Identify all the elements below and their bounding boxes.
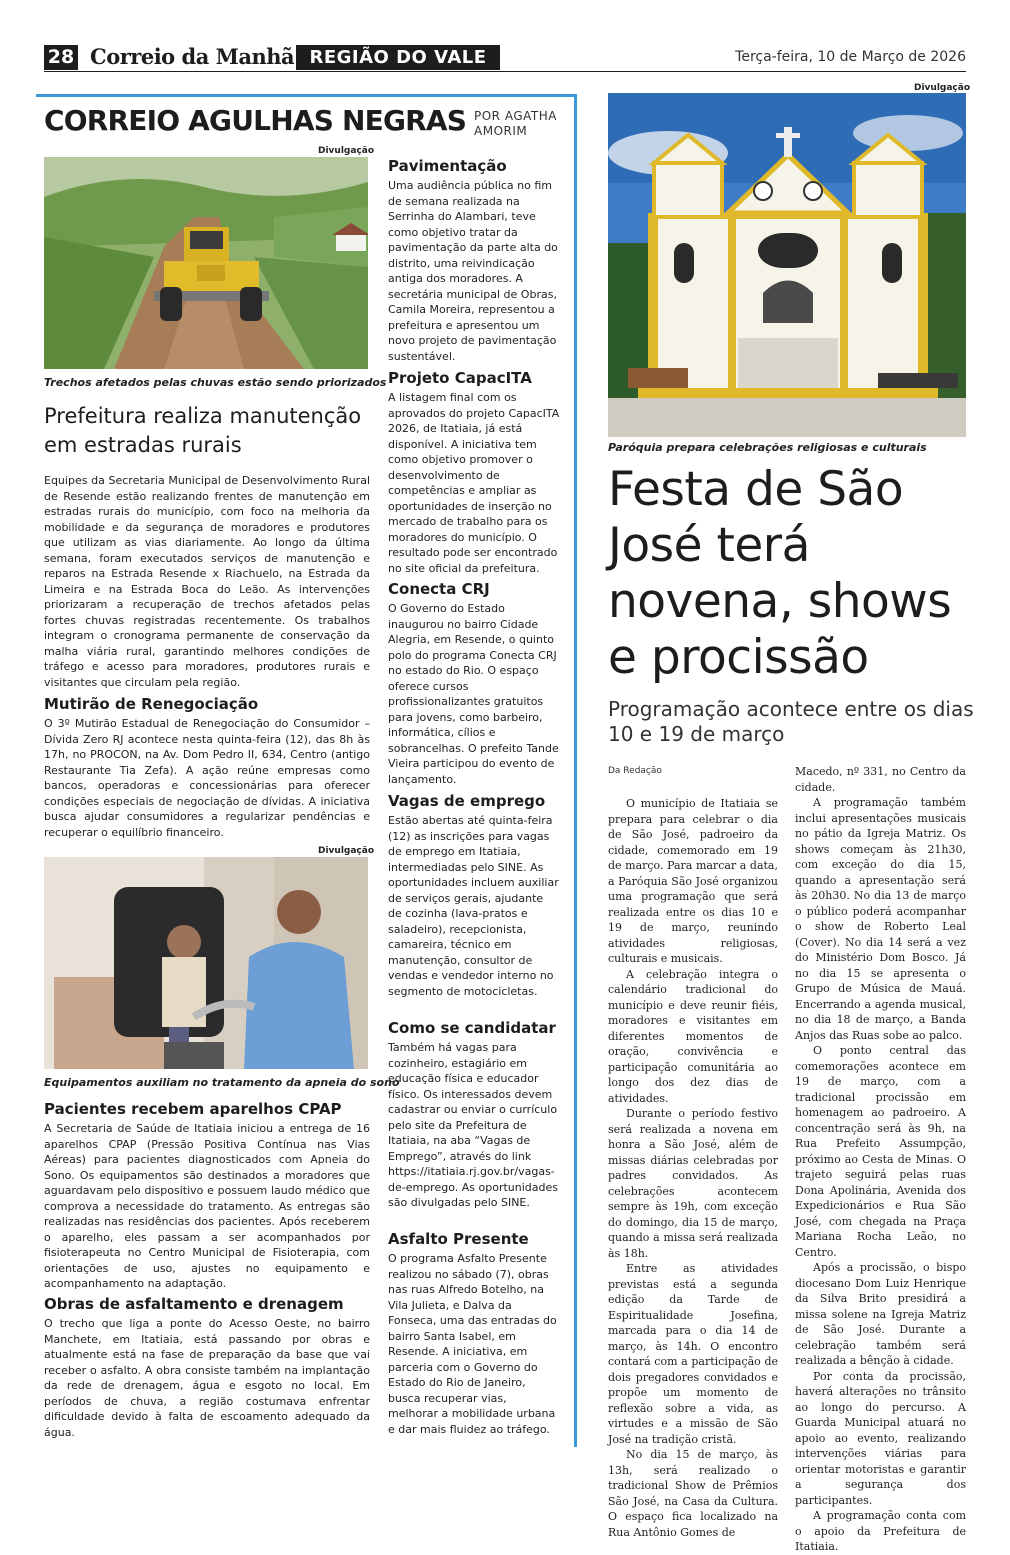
body-paragraph: A programação também inclui apresentações musicais no pátio da Igreja Matriz. Os shows começam às 21h30, com exceção do dia 15, quando a apresentação será às 20h30. No dia 13 de março o público poderá acompanhar o show de Roberto Leal (Cover). No dia 14 será a vez do Ministério Dom Bosco. Já no dia 15 se apresenta o Grupo de Música de Mauá. Encerrando a agenda musical, no dia 18 de março, a Banda Anjos das Ruas sobe ao palco. bbox=[795, 796, 966, 1042]
main-headline: Festa de São José terá novena, shows e procissão bbox=[608, 462, 952, 685]
cpap-body: A Secretaria de Saúde de Itatiaia iniciou a entrega de 16 aparelhos CPAP (Pressão Positiva Contínua nas Vias Aéreas) para pacientes diagnosticados com Apneia do Sono. Os equipamentos são destinados a moradores que aguardavam pelo dispositivo e possuem laudo médico que comprova a necessidade do tratamento. As entregas são realizadas nas residências dos pacientes. Após receberem o aparelho, eles passam a ser acompanhados por fisioterapeuta no Centro Municipal de Fisioterapia, com orientações de uso, ajustes no equipamento e acompanhamento na adaptação. bbox=[44, 1122, 370, 1290]
story1-body: Equipes da Secretaria Municipal de Desenvolvimento Rural de Resende estão realizando frentes de manutenção em estradas rurais do município, com foco na melhoria da mobilidade e da segurança de moradores e produtores que utilizam as vias diariamente. Ao longo da última semana, foram executados serviços de manutenção e reparos na Estrada Resende x Riachuelo, na Estrada da Limeira e na Estrada Boca do Leão. As intervenções priorizaram a recuperação de trechos afetados pelas fortes chuvas registradas recentemente. Os trabalhos integram o cronograma permanente de conservação da malha viária rural, garantindo melhores condições de tráfego e acesso para moradores, produtores rurais e visitantes que circulam pela região. bbox=[44, 474, 370, 689]
candidatar-title: Como se candidatar bbox=[388, 1019, 556, 1037]
cpap-title: Pacientes recebem aparelhos CPAP bbox=[44, 1100, 342, 1118]
body-paragraph: Entre as atividades previstas está a segunda edição da Tarde de Espiritualidade Josefina, marcada para o dia 14 de março, às 14h. O encontro contará com a participação de dois pregadores convidados e propõe um momento de reflexão sobre a vida, as virtudes e a missão de São José na tradição cristã. bbox=[608, 1262, 778, 1446]
capacita-title: Projeto CapacITA bbox=[388, 369, 532, 387]
obras-body: O trecho que liga a ponte do Acesso Oeste, no bairro Manchete, em Itatiaia, está passando por obras e atualmente está na fase de preparação da base que vai receber o asfalto. A obra consiste também na implantação da rede de drenagem, água e esgoto no local. Em períodos de chuva, a região costumava enfrentar dificuldade devido à falta de escoamento adequado da água. bbox=[44, 1317, 370, 1439]
vagas-title: Vagas de emprego bbox=[388, 792, 546, 810]
main-subheadline: Programação acontece entre os dias 10 e 19 de março bbox=[608, 697, 974, 746]
byline-line-1: POR AGATHA bbox=[474, 109, 557, 123]
main-body-column-2 bbox=[795, 764, 966, 1555]
church-photo bbox=[608, 93, 966, 437]
column-title: CORREIO AGULHAS NEGRAS bbox=[44, 104, 467, 137]
masthead: Correio da Manhã bbox=[90, 44, 295, 69]
body-paragraph: A programação conta com o apoio da Prefeitura de Itatiaia. bbox=[795, 1509, 966, 1553]
body-paragraph: A celebração integra o calendário tradicional do município e deve reunir fiéis, moradores e visitantes em diferentes momentos de oração, convivência e participação comunitária ao longo dos dez dias de atividades. bbox=[608, 967, 778, 1105]
obras-title: Obras de asfaltamento e drenagem bbox=[44, 1295, 344, 1313]
photo-credit: Divulgação bbox=[318, 146, 375, 156]
header-rule bbox=[44, 71, 966, 72]
mutirao-body: O 3º Mutirão Estadual de Renegociação do Consumidor – Dívida Zero RJ acontece nesta quinta-feira (12), das 8h às 17h, no PROCON, na Av. Dom Pedro II, 634, Centro (antigo Restaurante Tia Zefa). A ação reúne empresas como bancos, operadoras e concessionárias para oferecer condições especiais de negociação de dívidas. A iniciativa busca ajudar consumidores a regularizar pendências e recuperar o equilíbrio financeiro. bbox=[44, 717, 370, 839]
pavimentacao-body: Uma audiência pública no fim de semana realizada na Serrinha do Alambari, teve como objetivo tratar da pavimentação da parte alta do distrito, uma reivindicação antiga dos moradores. A secretária municipal de Obras, Camila Moreira, representou a prefeitura e apresentou um novo projeto de pavimentação sustentável. bbox=[388, 179, 558, 363]
page-number: 28 bbox=[44, 45, 78, 70]
body-paragraph: Durante o período festivo será realizada a novena em honra a São José, além de missas diárias celebradas por padres convidados. As celebrações acontecem sempre às 19h, com exceção do domingo, dia 15 de março, quando a missa será realizada às 18h. bbox=[608, 1107, 778, 1260]
main-byline: Da Redação bbox=[608, 766, 662, 776]
main-body-column-1 bbox=[608, 796, 778, 1540]
story1-headline: Prefeitura realiza manutenção em estradas rurais bbox=[44, 404, 362, 457]
column-byline bbox=[474, 109, 557, 139]
candidatar-body: Também há vagas para cozinheiro, estagiário em educação física e educador físico. Os interessados devem cadastrar ou enviar o currículo pelo site da Prefeitura de Itatiaia, na aba “Vagas de Emprego”, através do link https://itatiaia.rj.gov.br/vagas-de-emprego. As oportunidades são divulgadas pelo SINE. bbox=[388, 1041, 558, 1209]
capacita-body: A listagem final com os aprovados do projeto CapacITA 2026, de Itatiaia, já está disponível. A iniciativa tem como objetivo promover o desenvolvimento de competências e ampliar as oportunidades de inserção no mercado de trabalho para os moradores do município. O resultado pode ser encontrado no site oficial da prefeitura. bbox=[388, 391, 560, 575]
body-paragraph: Por conta da procissão, haverá alterações no trânsito ao longo do percurso. A Guarda Municipal atuará no apoio ao evento, realizando intervenções viárias para orientar motoristas e garantir a segurança dos participantes. bbox=[795, 1369, 966, 1507]
body-paragraph: Após a procissão, o bispo diocesano Dom Luiz Henrique da Silva Brito presidirá a missa solene na Igreja Matriz de São José. Durante a celebração também será realizada a bênção à cidade. bbox=[795, 1261, 966, 1367]
cpap-photo-caption: Equipamentos auxiliam no tratamento da apneia do sono bbox=[44, 1076, 400, 1089]
byline-line-2: AMORIM bbox=[474, 124, 528, 138]
cpap-photo bbox=[44, 857, 368, 1069]
body-paragraph: No dia 15 de março, às 13h, será realizado o tradicional Show de Prêmios São José, na Casa da Cultura. O espaço fica localizado na Rua Antônio Gomes de bbox=[608, 1448, 778, 1539]
road-maintenance-photo bbox=[44, 157, 368, 369]
body-paragraph: O município de Itatiaia se prepara para celebrar o dia de São José, padroeiro da cidade, comemorado em 19 de março. Para marcar a data, a Paróquia São José organizou uma programação que será realizada entre os dias 10 e 19 de março, reunindo atividades religiosas, culturais e musicais. bbox=[608, 797, 778, 965]
mutirao-title: Mutirão de Renegociação bbox=[44, 695, 259, 713]
vagas-body: Estão abertas até quinta-feira (12) as inscrições para vagas de emprego em Itatiaia, intermediadas pelo SINE. As oportunidades incluem auxiliar de serviços gerais, ajudante de cozinha (lava-pratos e saladeiro), recepcionista, camareira, técnico em manutenção, consultor de vendas e vendedor interno no segmento de motocicletas. bbox=[388, 814, 559, 998]
asfalto-title: Asfalto Presente bbox=[388, 1230, 529, 1248]
pavimentacao-title: Pavimentação bbox=[388, 157, 507, 175]
photo-credit-2: Divulgação bbox=[318, 846, 375, 856]
body-paragraph: O ponto central das comemorações acontece em 19 de março, com a tradicional procissão em homenagem ao padroeiro. A concentração será às 9h, na Rua Prefeito Assumpção, próximo ao Cesta de Minas. O trajeto seguirá pelas ruas Dona Apolinária, Avenida dos Expedicionários e Rua São José, com chegada na Praça Mariana Rocha Leão, no Centro. bbox=[795, 1044, 966, 1259]
conecta-title: Conecta CRJ bbox=[388, 580, 490, 598]
column-2-continuation: Macedo, nº 331, no Centro da cidade. bbox=[795, 765, 966, 794]
asfalto-body: O programa Asfalto Presente realizou no sábado (7), obras nas ruas Alfredo Botelho, na Vila Julieta, e Dalva da Fonseca, uma das entradas do bairro Santa Isabel, em Resende. A iniciativa, em parceria com o Governo do Estado do Rio de Janeiro, busca recuperar vias, melhorar a mobilidade urbana e dar mais fluidez ao tráfego. bbox=[388, 1252, 557, 1436]
church-photo-caption: Paróquia prepara celebrações religiosas e culturais bbox=[608, 441, 927, 454]
conecta-body: O Governo do Estado inaugurou no bairro Cidade Alegria, em Resende, o quinto polo do programa Conecta CRJ no estado do Rio. O espaço oferece cursos profissionalizantes gratuitos para jovens, como barbeiro, informática, cílios e sobrancelhas. O prefeito Tande Vieira participou do evento de lançamento. bbox=[388, 602, 559, 786]
issue-date: Terça-feira, 10 de Março de 2026 bbox=[735, 49, 966, 65]
road-photo-caption: Trechos afetados pelas chuvas estão sendo priorizados bbox=[44, 376, 387, 389]
section-label: REGIÃO DO VALE bbox=[296, 45, 500, 70]
main-photo-credit: Divulgação bbox=[914, 83, 971, 93]
